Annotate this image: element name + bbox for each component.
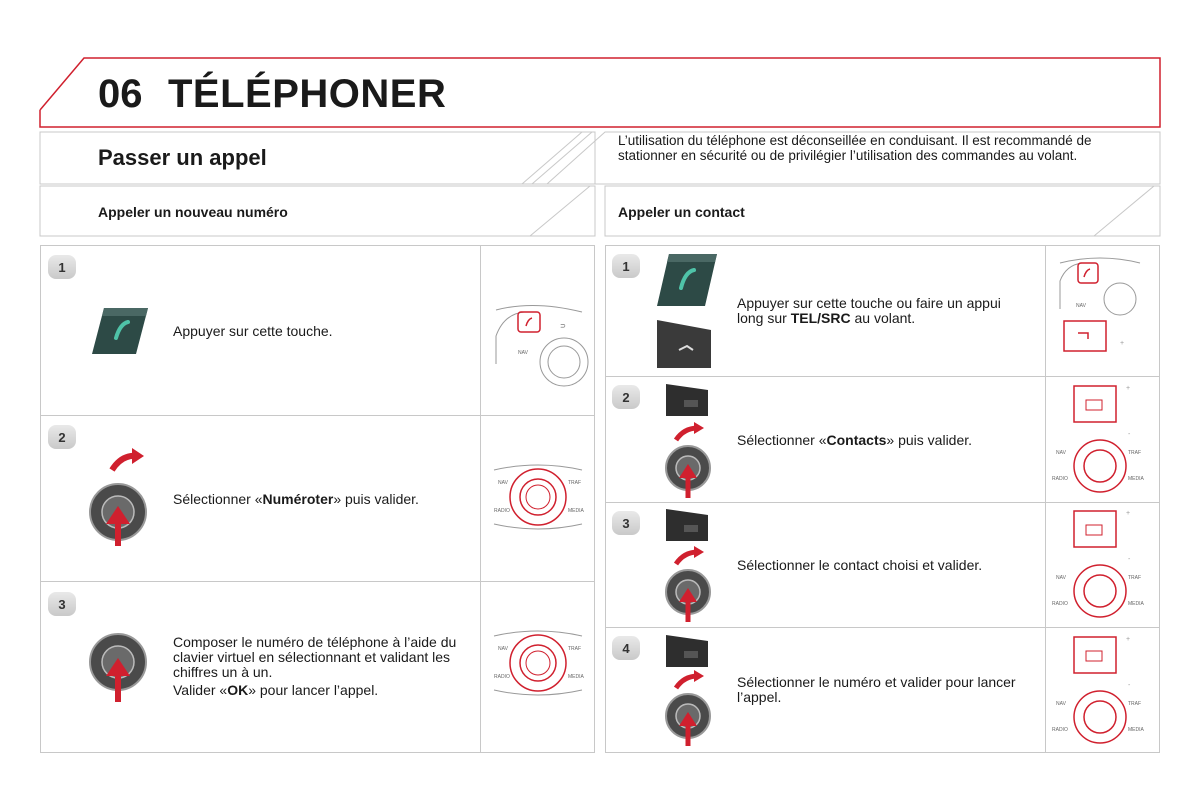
divider <box>605 502 1160 503</box>
media-label: MEDIA <box>568 508 584 514</box>
media-label: MEDIA <box>1128 727 1144 733</box>
console-illustration-icon <box>490 462 586 532</box>
step-badge: 4 <box>612 636 640 660</box>
step-instruction: Sélectionner «Numéroter» puis valider. <box>173 491 419 507</box>
steering-wheel-control-icon <box>664 633 714 669</box>
traf-label: TRAF <box>1128 701 1142 707</box>
nav-label: NAV <box>1056 450 1066 456</box>
media-label: MEDIA <box>1128 476 1144 482</box>
steering-wheel-control-icon <box>1050 505 1150 623</box>
nav-label: NAV <box>1056 701 1066 707</box>
section-title: Passer un appel <box>98 145 267 170</box>
minus-label: - <box>1128 682 1131 689</box>
steering-wheel-control-icon <box>664 507 714 543</box>
media-label: MEDIA <box>568 674 584 680</box>
rotary-knob-icon <box>86 448 156 548</box>
divider <box>40 415 595 416</box>
plus-label: + <box>1126 385 1131 392</box>
steering-wheel-control-icon <box>1050 631 1150 749</box>
rotary-knob-icon <box>86 628 156 708</box>
steering-wheel-control-icon <box>1050 380 1150 498</box>
traf-label: TRAF <box>568 480 582 486</box>
traf-label: TRAF <box>1128 450 1142 456</box>
divider <box>605 376 1160 377</box>
steering-wheel-control-icon <box>664 382 714 418</box>
media-label: MEDIA <box>1128 601 1144 607</box>
rotary-knob-icon <box>660 546 720 626</box>
step-badge: 1 <box>48 255 76 279</box>
step-instruction: Sélectionner le numéro et valider pour lancer l’appel. <box>737 674 1016 705</box>
step-badge: 1 <box>612 254 640 278</box>
step-instruction: Sélectionner «Contacts» puis valider. <box>737 432 973 448</box>
step-badge: 3 <box>48 592 76 616</box>
nav-label: NAV <box>1056 575 1066 581</box>
console-illustration-icon <box>494 300 584 370</box>
radio-label: RADIO <box>1052 601 1068 607</box>
svg-text:⊃: ⊃ <box>560 323 566 330</box>
rotary-knob-icon <box>660 422 720 502</box>
console-illustration-icon <box>490 628 586 698</box>
chapter-number: 06 <box>98 72 143 116</box>
divider <box>480 245 481 753</box>
minus-label: - <box>1128 431 1131 438</box>
radio-label: RADIO <box>1052 727 1068 733</box>
phone-key-icon <box>655 252 719 308</box>
traf-label: TRAF <box>568 646 582 652</box>
tel-src-key-icon <box>655 318 715 370</box>
left-heading: Appeler un nouveau numéro <box>98 204 288 220</box>
step-instruction: Appuyer sur cette touche ou faire un appui long sur TEL/SRC au volant. <box>737 295 1001 326</box>
step-badge: 2 <box>612 385 640 409</box>
phone-key-icon <box>90 306 150 356</box>
step-instruction: Sélectionner le contact choisi et valider. <box>737 557 983 573</box>
safety-warning: L’utilisation du téléphone est déconseillée en conduisant. Il est recommandé de stationner en sécurité ou de privilégier l’utilisation des commandes au volant. <box>618 133 1092 163</box>
svg-text:NAV: NAV <box>1076 303 1086 309</box>
radio-label: RADIO <box>494 674 510 680</box>
rotary-knob-icon <box>660 670 720 750</box>
radio-label: RADIO <box>1052 476 1068 482</box>
console-illustration-icon <box>1054 255 1144 365</box>
nav-label: NAV <box>498 480 508 486</box>
nav-label: NAV <box>498 646 508 652</box>
step-instruction: Appuyer sur cette touche. <box>173 323 333 339</box>
svg-text:NAV: NAV <box>518 350 528 356</box>
step-badge: 3 <box>612 511 640 535</box>
traf-label: TRAF <box>1128 575 1142 581</box>
divider <box>605 627 1160 628</box>
plus-label: + <box>1126 510 1131 517</box>
minus-label: - <box>1128 556 1131 563</box>
plus-label: + <box>1126 636 1131 643</box>
divider <box>1045 245 1046 753</box>
right-heading: Appeler un contact <box>618 204 745 220</box>
divider <box>40 581 595 582</box>
step-badge: 2 <box>48 425 76 449</box>
radio-label: RADIO <box>494 508 510 514</box>
plus-label: + <box>1120 340 1125 347</box>
step-instruction: Composer le numéro de téléphone à l’aide du clavier virtuel en sélectionnant et validant les chiffres un à un. Valider «OK» pour lancer l’appel. <box>173 634 457 698</box>
chapter-title: TÉLÉPHONER <box>168 72 447 116</box>
